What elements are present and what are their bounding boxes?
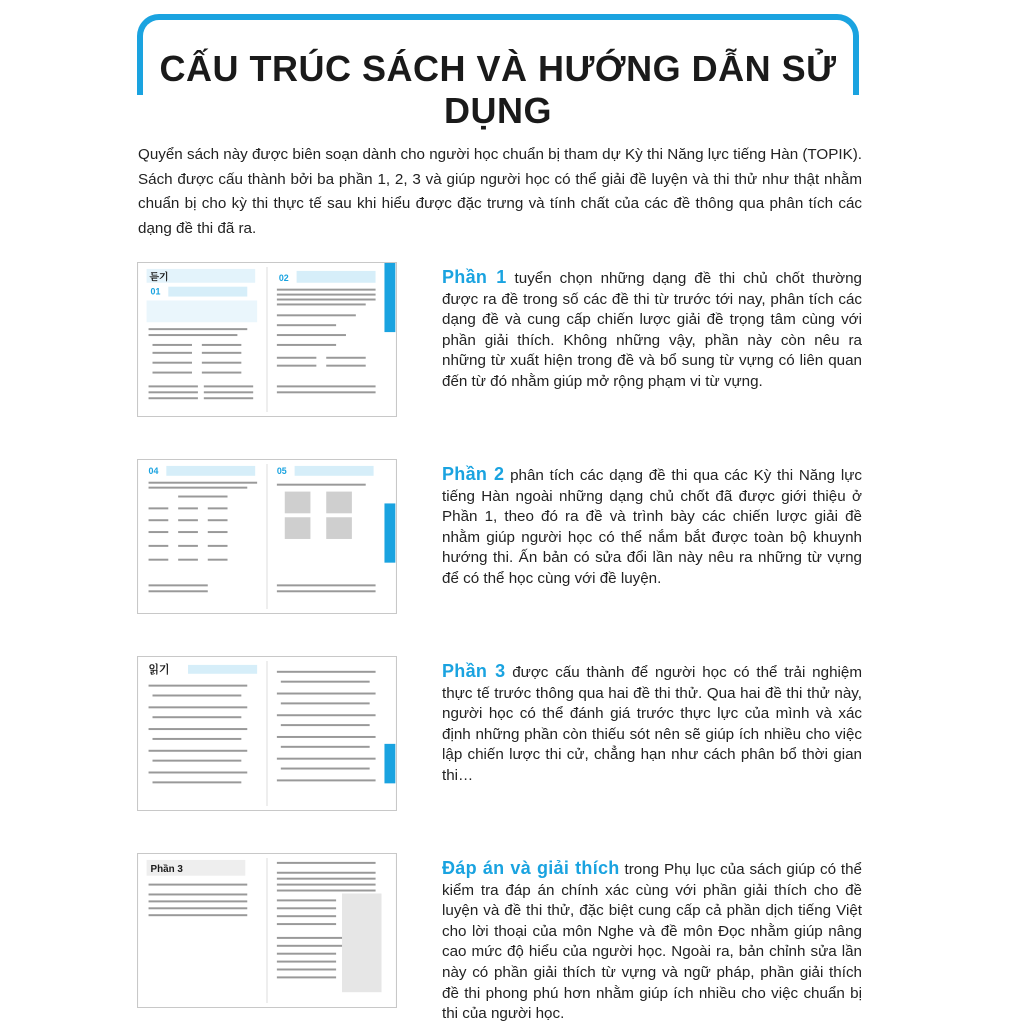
part-text: phân tích các dạng đề thi qua các Kỳ thi Năng lực tiếng Hàn ngoài những dạng chủ chốt đã được giới thiệu ở Phần 1, theo đó ra đề và trình bày các chiến lược giải đề nhằm giúp người học có thể nắm bắt được toàn bộ khuynh hướng thi. Ấn bản có sửa đổi lần này nêu ra những từ vựng để có thể học cùng với đề luyện. xyxy=(442,467,862,587)
thumb-header: Phần 3 xyxy=(150,863,183,875)
book-spread-thumbnail xyxy=(137,656,397,811)
thumb-tag-left: 01 xyxy=(150,286,161,297)
book-spread-thumbnail xyxy=(137,459,397,614)
thumb-tag-right: 02 xyxy=(278,272,289,283)
book-page-preview xyxy=(138,263,396,416)
book-page-preview xyxy=(138,657,396,810)
section-description xyxy=(442,661,862,787)
book-spread-thumbnail xyxy=(137,262,397,417)
part-label: Phần 2 xyxy=(442,464,505,484)
part-label: Phần 1 xyxy=(442,267,507,287)
intro-paragraph: Quyển sách này được biên soạn dành cho người học chuẩn bị tham dự Kỳ thi Năng lực tiếng Hàn (TOPIK). Sách được cấu thành bởi ba phần 1, 2, 3 và giúp người học có thể giải đề luyện và thi thử như thật nhằm chuẩn bị cho kỳ thi thực tế sau khi hiểu được đặc trưng và tính chất của các đề thông qua phân tích các dạng đề thi đã ra. xyxy=(138,146,862,237)
book-spread-thumbnail xyxy=(137,853,397,1008)
part-label: Phần 3 xyxy=(442,661,506,681)
page-title: CẤU TRÚC SÁCH VÀ HƯỚNG DẪN SỬ DỤNG xyxy=(159,48,837,131)
section-answers xyxy=(137,853,862,1023)
section-description xyxy=(442,464,862,590)
part-label: Đáp án và giải thích xyxy=(442,858,620,878)
section-description xyxy=(442,267,862,393)
thumb-header: 듣기 xyxy=(149,271,169,283)
thumb-header: 읽기 xyxy=(148,662,170,676)
book-page-preview xyxy=(138,854,396,1007)
part-text: tuyển chọn những dạng đề thi chủ chốt thường được ra đề trong số các đề thi từ trước tới nay, phân tích các dạng đề và cung cấp chiến lược giải đề trọng tâm cùng với phần giải thích. Không những vậy, phần này còn nêu ra những từ xuất hiện trong đề và bổ sung từ vựng có liên quan đến từ đó nhằm giúp mở rộng phạm vi từ vựng. xyxy=(442,270,862,390)
section-part-2 xyxy=(137,459,862,619)
part-text: được cấu thành để người học có thể trải nghiệm thực tế trước thông qua hai đề thi thử. Qua hai đề thi thử này, người học có thể đánh giá trước thực lực của mình và xác định những phần còn thiếu sót nên sẽ giúp ích nhiều cho việc lập chiến lược thi cử, chẳng hạn như cách phân bổ thời gian thi… xyxy=(442,664,862,784)
section-part-3 xyxy=(137,656,862,816)
thumb-tag-left: 04 xyxy=(148,465,159,476)
book-page-preview xyxy=(138,460,396,613)
part-text: trong Phụ lục của sách giúp có thể kiểm tra đáp án chính xác cùng với phần giải thích cho đề luyện và đề thi thử, đặc biệt cung cấp cả phần dịch tiếng Việt cho lời thoại của môn Nghe và đề môn Đọc nhằm giúp nâng cao mức độ hiểu của người học. Ngoài ra, bản chỉnh sửa lần này có phần giải thích từ vựng và ngữ pháp, phần giải thích đề thi phong phú hơn nhằm giúp ích nhiều cho việc chuẩn bị thi của người học. xyxy=(442,861,862,1023)
section-part-1 xyxy=(137,262,862,422)
section-description xyxy=(442,858,862,1025)
thumb-tag-right: 05 xyxy=(276,465,287,476)
